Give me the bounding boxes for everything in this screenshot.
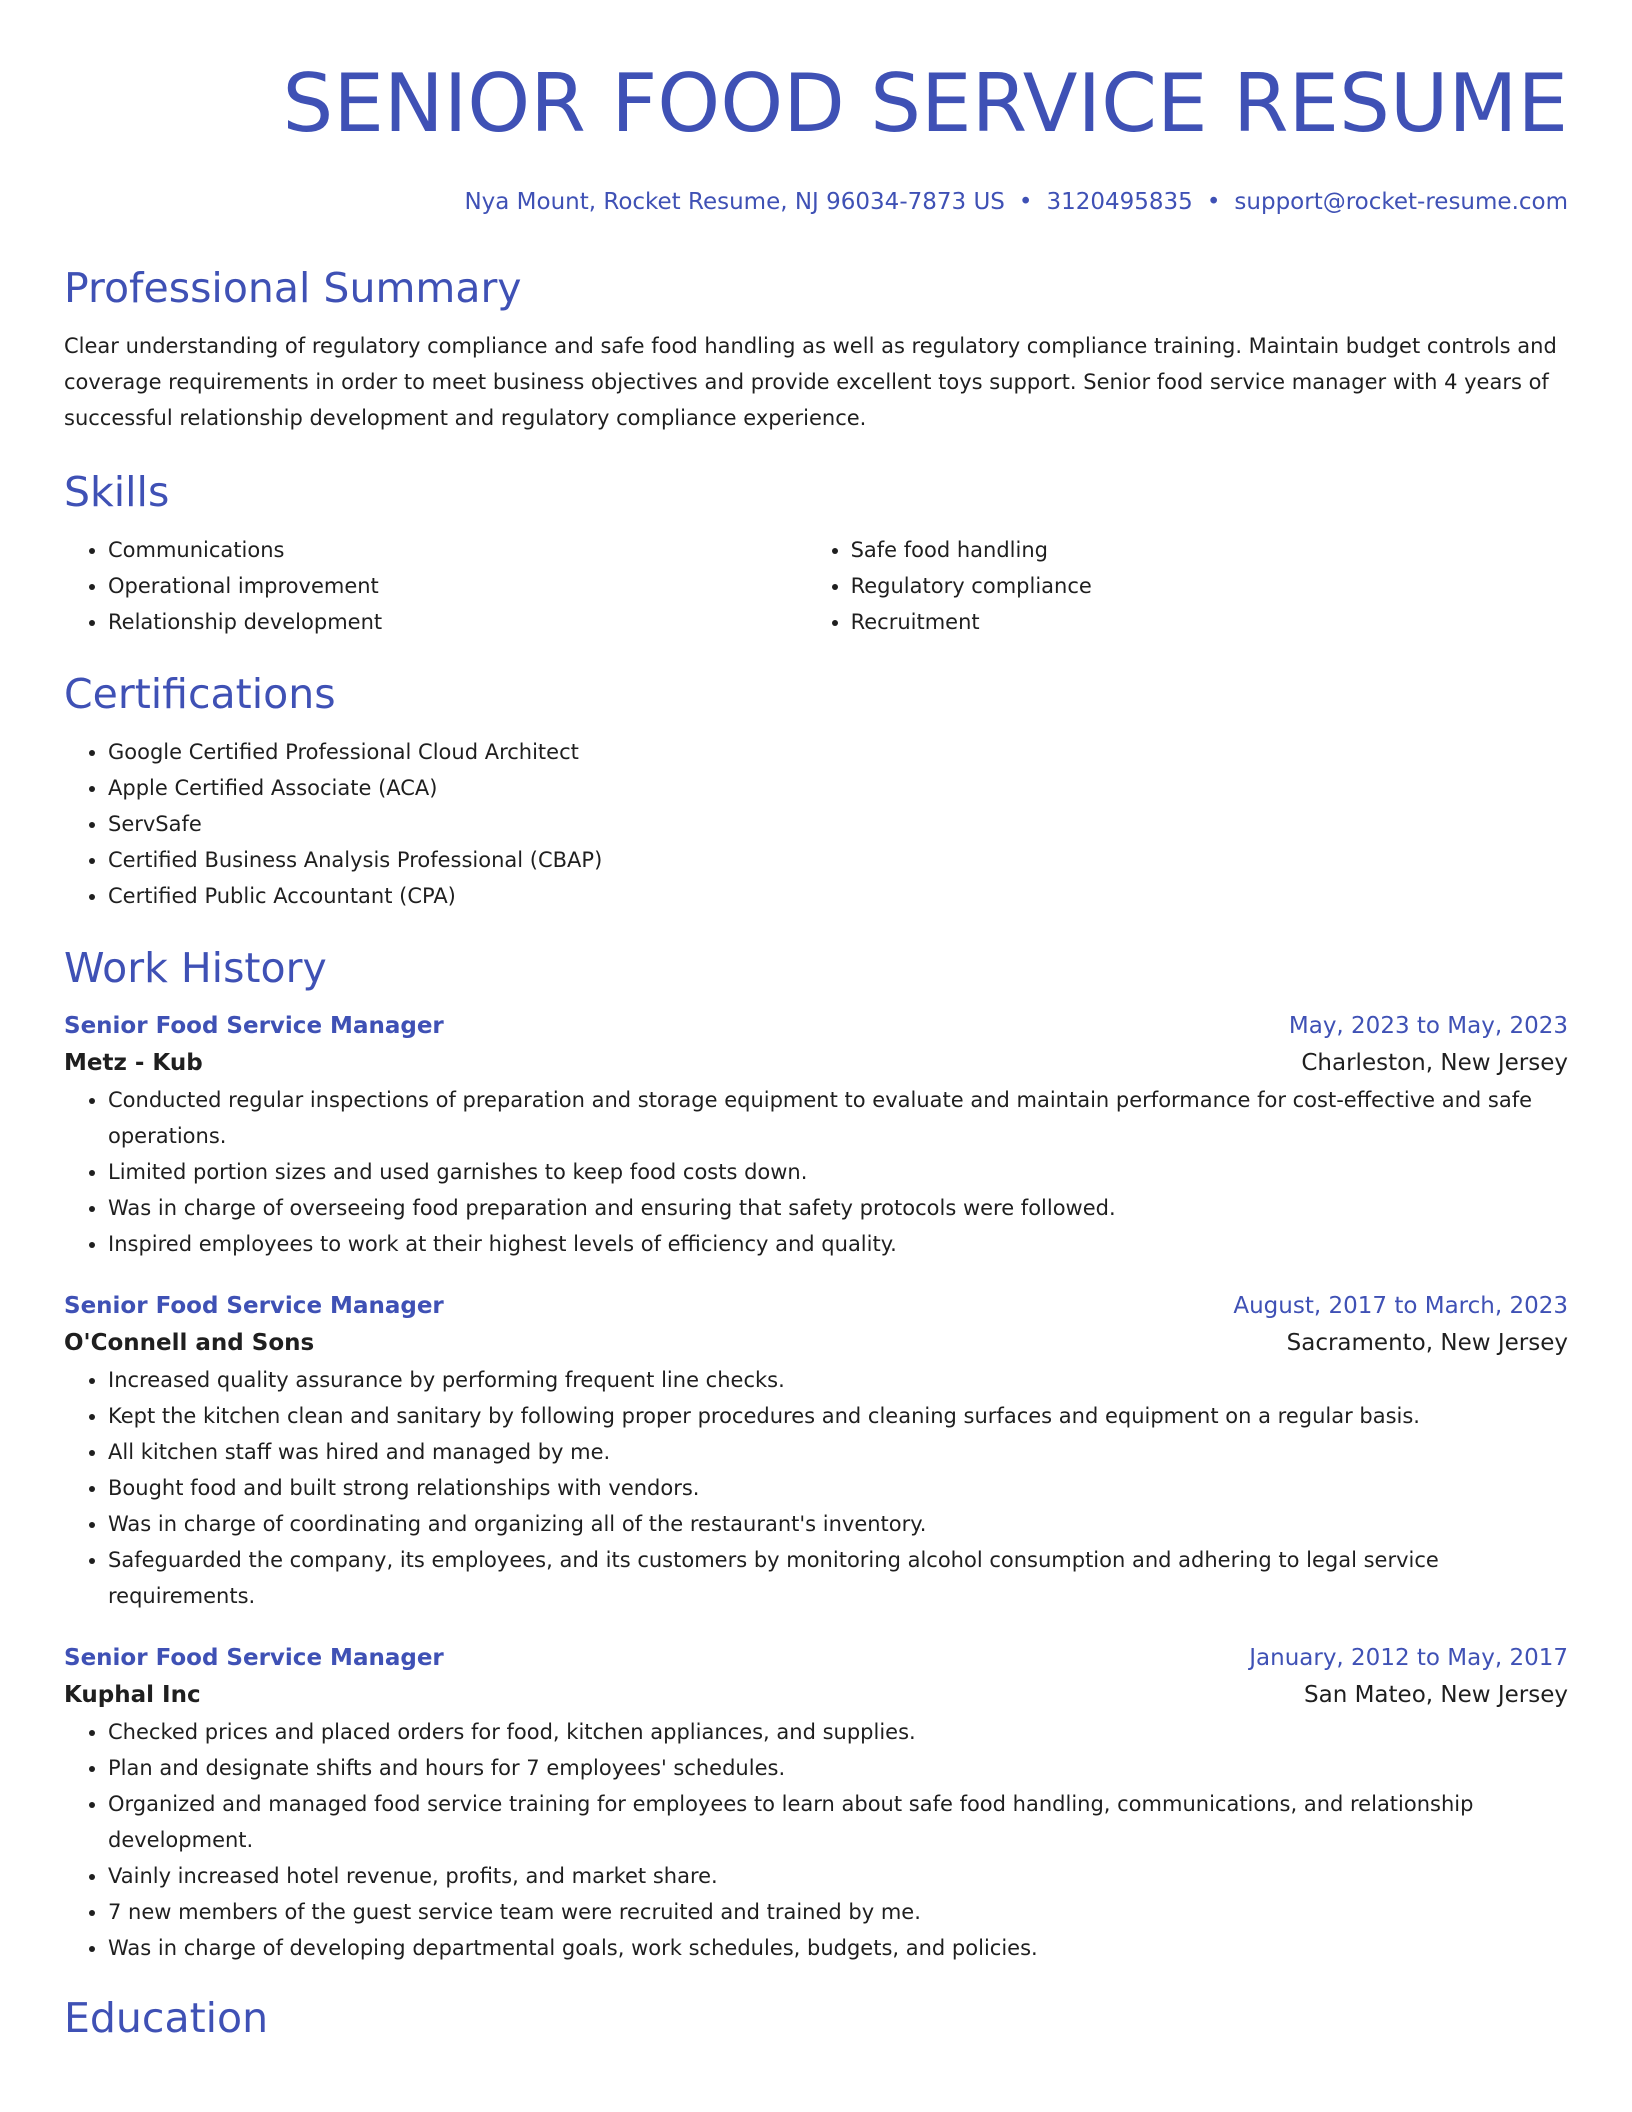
job-bullet: • Inspired employees to work at their highest levels of efficiency and quality. bbox=[108, 1226, 1568, 1262]
certifications-section bbox=[64, 668, 1568, 914]
job-bullet: • Was in charge of overseeing food preparation and ensuring that safety protocols were followed. bbox=[108, 1190, 1568, 1226]
job-bullet: • Checked prices and placed orders for food, kitchen appliances, and supplies. bbox=[108, 1714, 1568, 1750]
job-title-row bbox=[64, 1288, 1568, 1324]
skills-section bbox=[64, 466, 1568, 640]
job-entry bbox=[64, 1640, 1568, 1966]
resume-title: SENIOR FOOD SERVICE RESUME bbox=[282, 57, 1568, 150]
skills-columns bbox=[64, 532, 1568, 640]
contact-separator: • bbox=[1018, 189, 1033, 215]
job-bullet: • Vainly increased hotel revenue, profits, and market share. bbox=[108, 1858, 1568, 1894]
job-bullets bbox=[64, 1362, 1568, 1614]
certification-item: • Certified Business Analysis Professional (CBAP) bbox=[108, 842, 1568, 878]
job-company-row bbox=[64, 1676, 1568, 1714]
contact-email[interactable]: support@rocket-resume.com bbox=[1234, 189, 1568, 215]
summary-heading: Professional Summary bbox=[64, 264, 522, 312]
certification-item: • Google Certified Professional Cloud Architect bbox=[108, 734, 1568, 770]
job-bullet: • Limited portion sizes and used garnishes to keep food costs down. bbox=[108, 1154, 1568, 1190]
education-heading: Education bbox=[64, 1994, 269, 2042]
job-location: Sacramento, New Jersey bbox=[1286, 1330, 1568, 1356]
job-bullet: • Bought food and built strong relationships with vendors. bbox=[108, 1470, 1568, 1506]
job-title: Senior Food Service Manager bbox=[64, 1293, 444, 1319]
job-bullet: • Was in charge of developing departmental goals, work schedules, budgets, and policies. bbox=[108, 1930, 1568, 1966]
skills-list-right bbox=[807, 532, 1568, 640]
skill-item: • Regulatory compliance bbox=[851, 568, 1568, 604]
certifications-list bbox=[64, 734, 1568, 914]
job-bullet: • Plan and designate shifts and hours for 7 employees' schedules. bbox=[108, 1750, 1568, 1786]
contact-line bbox=[64, 186, 1568, 218]
job-bullet: • Increased quality assurance by performing frequent line checks. bbox=[108, 1362, 1568, 1398]
job-company-row bbox=[64, 1324, 1568, 1362]
job-location: San Mateo, New Jersey bbox=[1304, 1682, 1568, 1708]
job-title: Senior Food Service Manager bbox=[64, 1645, 444, 1671]
job-bullets bbox=[64, 1714, 1568, 1966]
contact-phone: 3120495835 bbox=[1046, 189, 1193, 215]
skill-item: • Recruitment bbox=[851, 604, 1568, 640]
job-location: Charleston, New Jersey bbox=[1301, 1050, 1568, 1076]
skill-item: • Safe food handling bbox=[851, 532, 1568, 568]
skills-list-left bbox=[64, 532, 807, 640]
job-bullet: • Was in charge of coordinating and organizing all of the restaurant's inventory. bbox=[108, 1506, 1568, 1542]
contact-address: Nya Mount, Rocket Resume, NJ 96034-7873 US bbox=[464, 189, 1005, 215]
summary-text: Clear understanding of regulatory compliance and safe food handling as well as regulatory compliance training. Maintain budget controls and coverage requirements in order to meet business objectives and provide excellent toys support. Senior food service manager with 4 years of successful relationship development and regulatory compliance experience. bbox=[64, 334, 1557, 430]
job-title-row bbox=[64, 1008, 1568, 1044]
job-title: Senior Food Service Manager bbox=[64, 1013, 444, 1039]
certifications-heading: Certifications bbox=[64, 670, 336, 718]
skill-item: • Communications bbox=[108, 532, 807, 568]
job-dates: January, 2012 to May, 2017 bbox=[1249, 1645, 1568, 1671]
certification-item: • ServSafe bbox=[108, 806, 1568, 842]
job-company-row bbox=[64, 1044, 1568, 1082]
job-bullet: • 7 new members of the guest service team were recruited and trained by me. bbox=[108, 1894, 1568, 1930]
job-bullet: • Safeguarded the company, its employees, and its customers by monitoring alcohol consumption and adhering to legal service requirements. bbox=[108, 1542, 1568, 1614]
contact-separator: • bbox=[1206, 189, 1221, 215]
job-company: Kuphal Inc bbox=[64, 1682, 201, 1708]
job-entry bbox=[64, 1008, 1568, 1262]
education-section bbox=[64, 1992, 1568, 2044]
skill-item: • Operational improvement bbox=[108, 568, 807, 604]
resume-header bbox=[64, 58, 1568, 218]
job-bullet: • Organized and managed food service training for employees to learn about safe food handling, communications, and relationship development. bbox=[108, 1786, 1568, 1858]
job-company: Metz - Kub bbox=[64, 1050, 203, 1076]
work-history-heading: Work History bbox=[64, 944, 327, 992]
skills-heading: Skills bbox=[64, 468, 170, 516]
job-bullets bbox=[64, 1082, 1568, 1262]
job-company: O'Connell and Sons bbox=[64, 1330, 315, 1356]
job-bullet: • Conducted regular inspections of preparation and storage equipment to evaluate and maintain performance for cost-effective and safe operations. bbox=[108, 1082, 1568, 1154]
job-entry bbox=[64, 1288, 1568, 1614]
job-bullet: • All kitchen staff was hired and managed by me. bbox=[108, 1434, 1568, 1470]
certification-item: • Apple Certified Associate (ACA) bbox=[108, 770, 1568, 806]
work-history-section bbox=[64, 942, 1568, 1966]
job-dates: August, 2017 to March, 2023 bbox=[1233, 1293, 1568, 1319]
summary-section bbox=[64, 262, 1568, 436]
job-dates: May, 2023 to May, 2023 bbox=[1288, 1013, 1568, 1039]
certification-item: • Certified Public Accountant (CPA) bbox=[108, 878, 1568, 914]
job-title-row bbox=[64, 1640, 1568, 1676]
skill-item: • Relationship development bbox=[108, 604, 807, 640]
job-bullet: • Kept the kitchen clean and sanitary by following proper procedures and cleaning surfaces and equipment on a regular basis. bbox=[108, 1398, 1568, 1434]
